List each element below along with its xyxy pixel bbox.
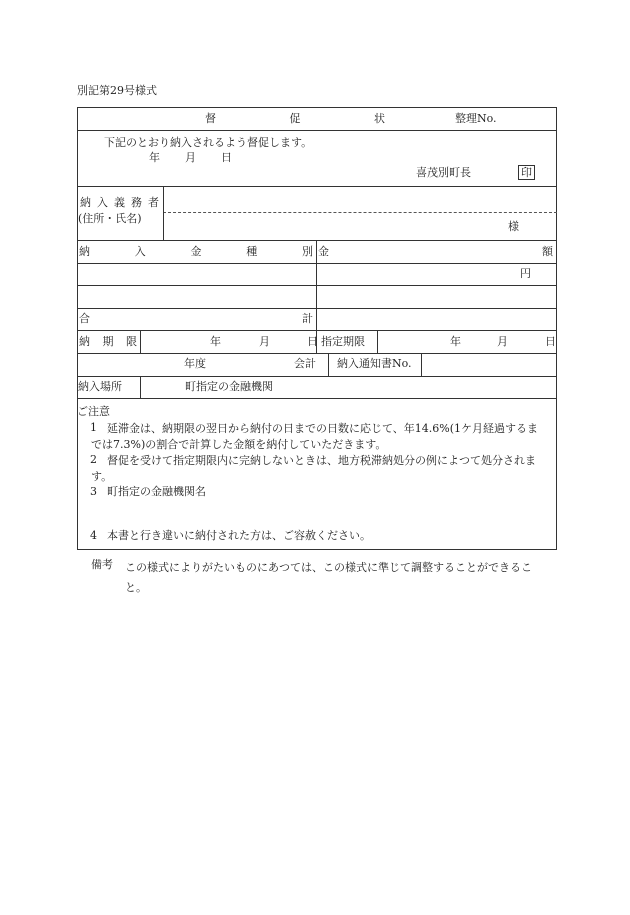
total-label: 合 計 xyxy=(79,312,313,325)
vrule-notice-no xyxy=(421,353,422,376)
rule-amount-header xyxy=(77,263,557,264)
notice-date-month: 月 xyxy=(185,151,196,164)
remarks-text: この様式によりがたいものにあつては、この様式に準じて調整することができること。 xyxy=(125,561,532,594)
ref-no-label: 整理No. xyxy=(455,112,497,125)
rule-amount-row2 xyxy=(77,308,557,309)
designated-month: 月 xyxy=(497,335,508,348)
form-id: 別記第29号様式 xyxy=(77,84,157,97)
fiscal-year-label: 年度 xyxy=(184,357,206,370)
vrule-designated xyxy=(377,330,378,353)
designated-deadline-label: 指定期限 xyxy=(321,335,365,348)
note-3-text: 町指定の金融機関名 xyxy=(107,485,206,498)
notice-no-label: 納入通知書No. xyxy=(337,357,412,370)
designated-year: 年 xyxy=(450,335,461,348)
notice-date-day: 日 xyxy=(221,151,232,164)
note-2-text: 督促を受けて指定期限内に完納しないときは、地方税滞納処分の例によつて処分されます。 xyxy=(91,454,536,483)
designated-day: 日 xyxy=(545,335,556,348)
amount-header: 金 額 xyxy=(318,245,553,258)
note-1-num: 1 xyxy=(90,421,97,434)
vrule-place xyxy=(140,376,141,398)
account-label: 会計 xyxy=(294,357,316,370)
vrule-obligor xyxy=(163,186,164,240)
deadline-month: 月 xyxy=(259,335,270,348)
seal-stamp: 印 xyxy=(518,165,535,180)
rule-title xyxy=(77,130,557,131)
rule-place xyxy=(77,398,557,399)
notice-text: 下記のとおり納入されるよう督促します。 xyxy=(104,136,313,149)
payment-place-label: 納入場所 xyxy=(78,380,122,393)
rule-deadline xyxy=(77,353,557,354)
rule-obligor xyxy=(77,240,557,241)
obligor-label: 納 入 義 務 者 xyxy=(80,196,159,209)
vrule-account xyxy=(328,353,329,376)
deadline-year: 年 xyxy=(210,335,221,348)
document-title: 督 促 状 xyxy=(205,112,385,125)
deadline-label: 納 期 限 xyxy=(79,335,137,348)
notice-date-year: 年 xyxy=(149,151,160,164)
yen-unit: 円 xyxy=(520,267,531,280)
payment-place-value: 町指定の金融機関 xyxy=(185,380,273,393)
rule-notice xyxy=(77,186,557,187)
note-2-num: 2 xyxy=(90,453,97,466)
vrule-deadline-label xyxy=(140,330,141,353)
rule-amount-row1 xyxy=(77,285,557,286)
payment-type-header: 納 入 金 種 別 xyxy=(79,245,313,258)
note-4-num: 4 xyxy=(90,529,97,542)
rule-total xyxy=(77,330,557,331)
note-1-text: 延滞金は、納期限の翌日から納付の日までの日数に応じて、年14.6%(1ケ月経過するまでは7.3%)の割合で計算した金額を納付していただきます。 xyxy=(91,422,539,451)
obligor-sub-label: (住所・氏名) xyxy=(78,212,142,225)
rule-obligor-dashed xyxy=(163,212,557,213)
note-3-num: 3 xyxy=(90,485,97,498)
deadline-day: 日 xyxy=(307,335,318,348)
issuer-name: 喜茂別町長 xyxy=(416,166,471,179)
rule-fiscal xyxy=(77,376,557,377)
vrule-amount xyxy=(316,240,317,330)
remarks-label: 備考 xyxy=(91,558,113,571)
honorific: 様 xyxy=(508,220,519,233)
notes-heading: ご注意 xyxy=(77,405,110,418)
note-4-text: 本書と行き違いに納付された方は、ご容赦ください。 xyxy=(107,529,371,542)
